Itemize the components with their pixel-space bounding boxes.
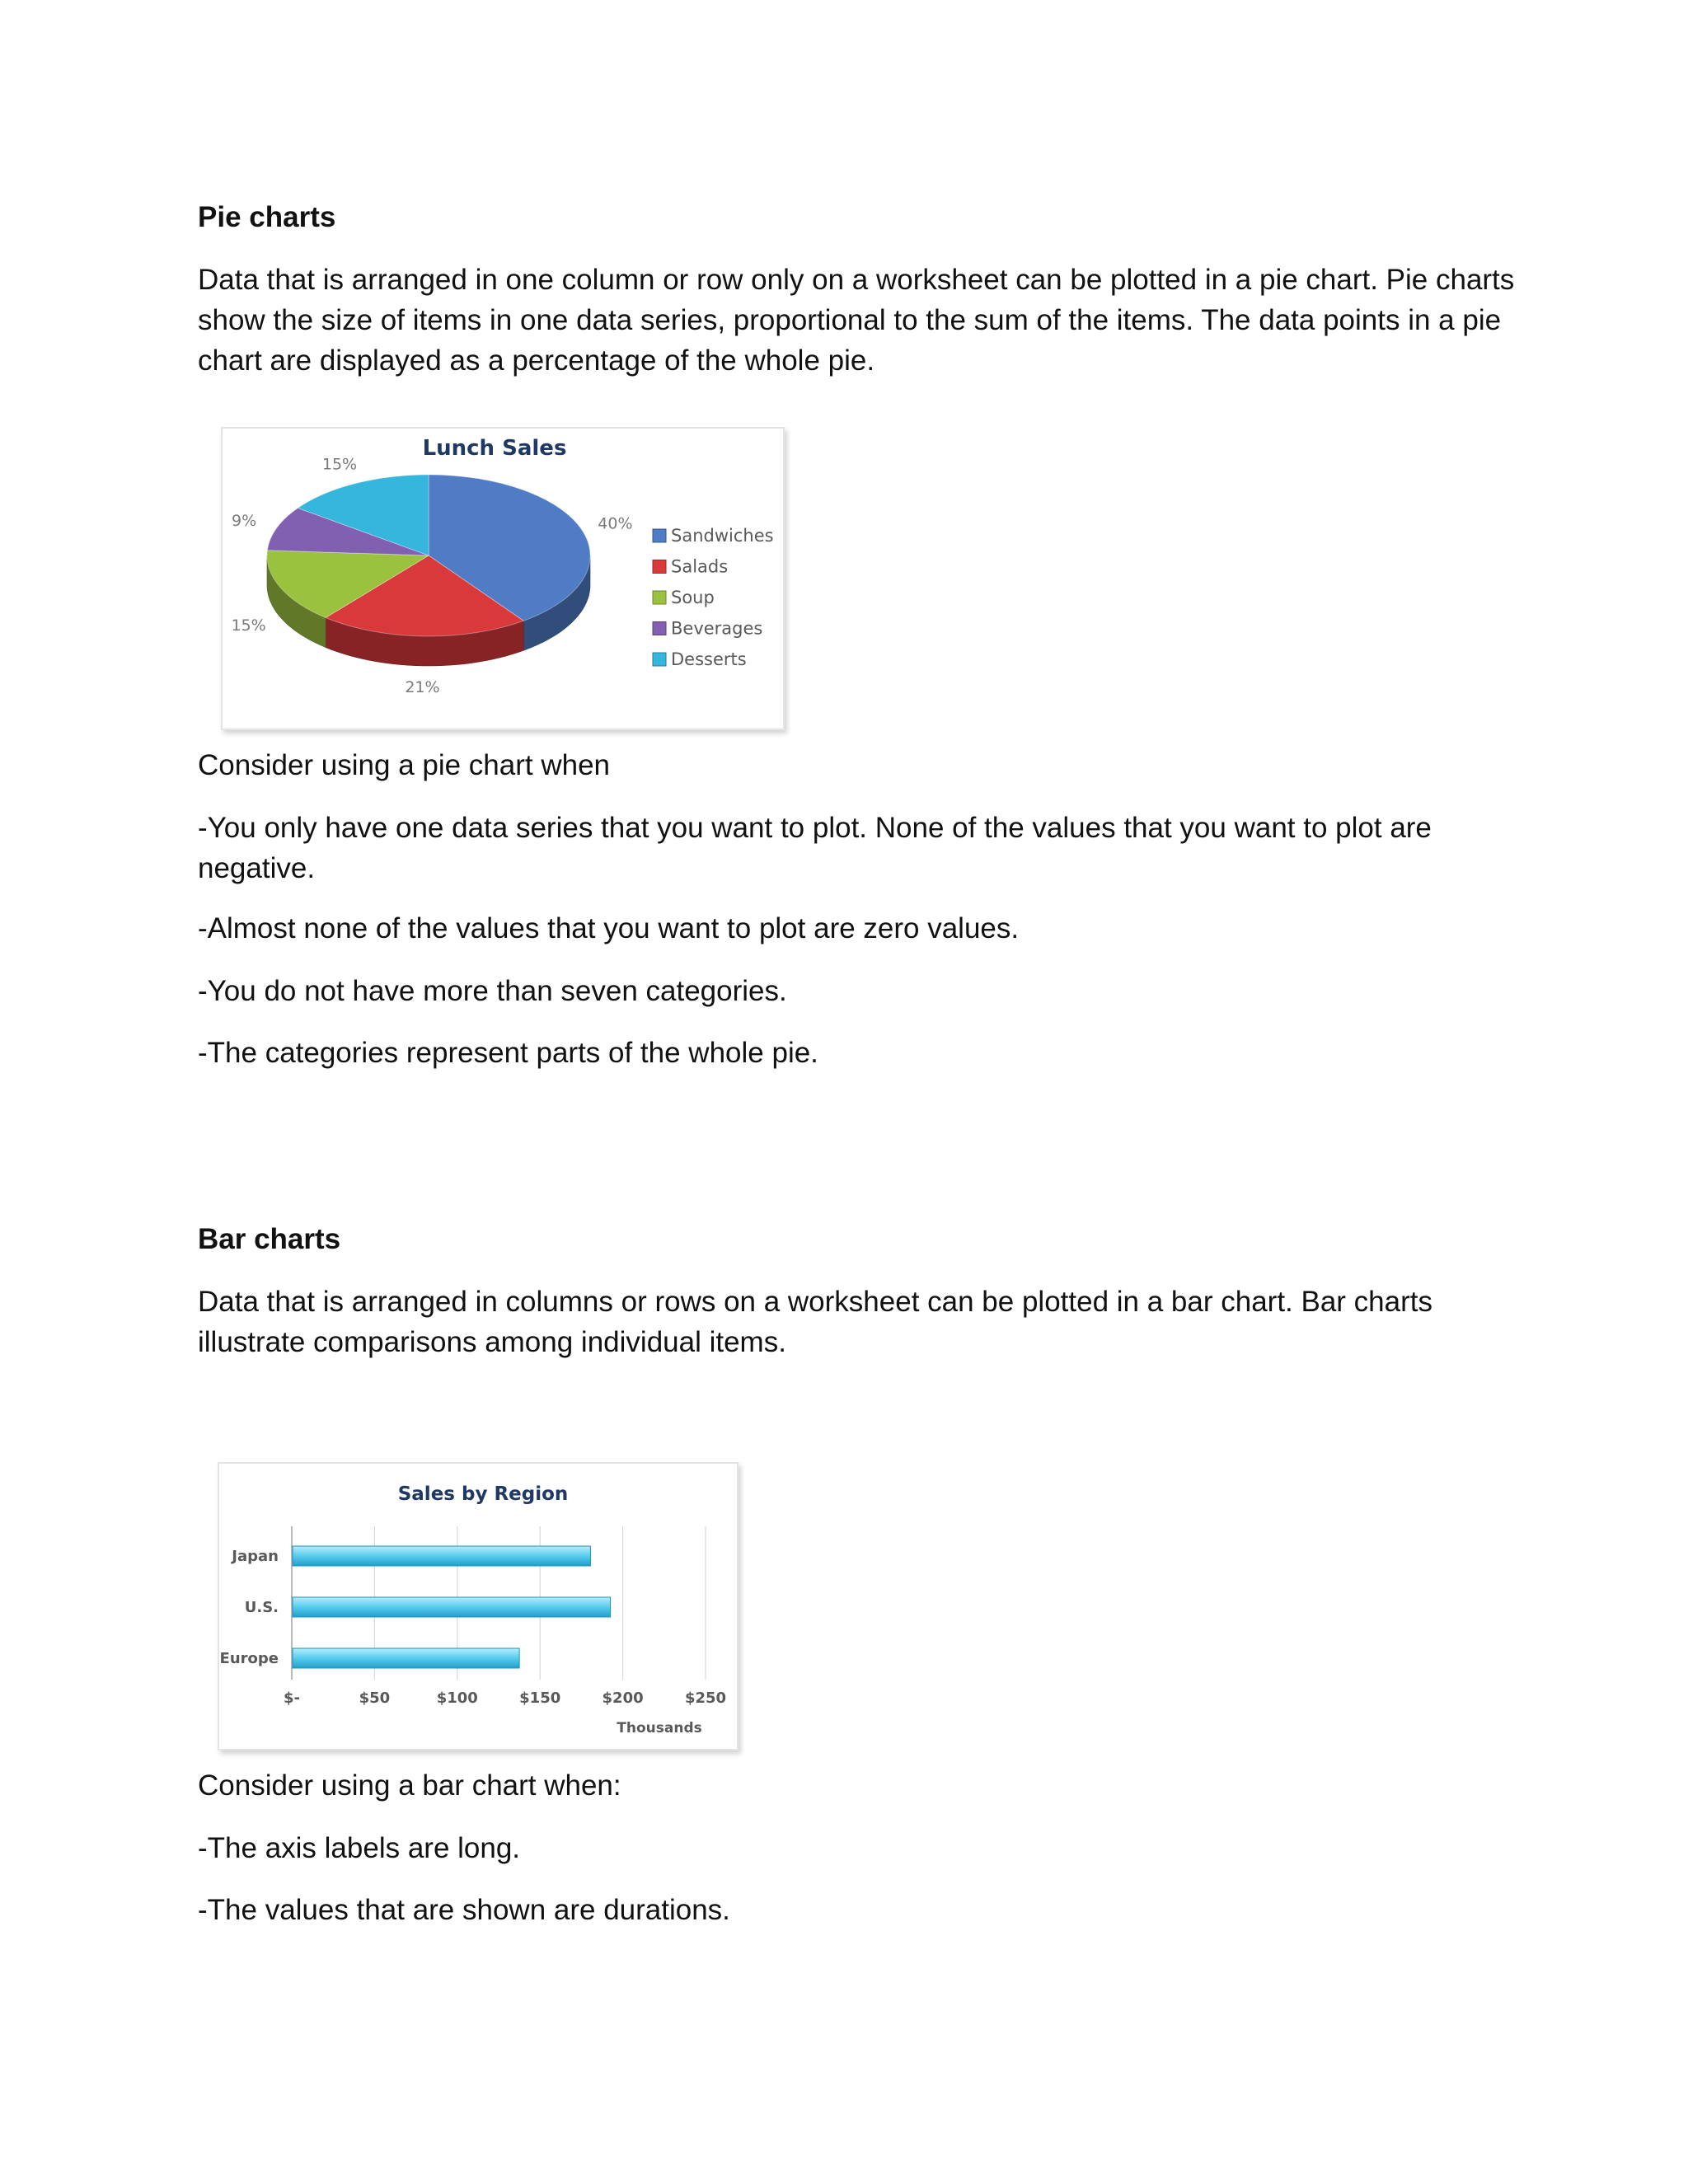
bar-chart-canvas: [219, 1464, 737, 1749]
legend-swatch-sandwiches: [653, 529, 666, 542]
pie-legend: [653, 526, 774, 669]
pie-section-intro: Data that is arranged in one column or row only on a worksheet can be plotted in a pie chart. Pie charts show the size of items in one data series, proportional to the sum of the items. The data points in a pie chart are displayed as a percentage of the whole pie.: [198, 264, 1515, 377]
bar-chart: [218, 1462, 738, 1750]
legend-swatch-beverages: [653, 622, 666, 635]
pie-data-label: 15%: [321, 455, 358, 474]
bar-series: [293, 1546, 611, 1668]
y-category-label: U.S.: [244, 1599, 279, 1616]
bar-section-intro: Data that is arranged in columns or rows on a worksheet can be plotted in a bar chart. Bar charts illustrate comparisons among individual items.: [198, 1286, 1432, 1358]
pie-section-heading: Pie charts: [198, 201, 336, 233]
pie-data-label: 9%: [232, 512, 257, 530]
pie-chart: [221, 427, 785, 730]
pie-bullet-4: -The categories represent parts of the whole pie.: [198, 1037, 818, 1069]
x-tick-label: $-: [284, 1690, 300, 1707]
y-category-label: Europe: [219, 1650, 279, 1667]
bar-japan: [293, 1546, 590, 1566]
bar-bullet-1: -The axis labels are long.: [198, 1832, 521, 1864]
y-category-label: Japan: [232, 1548, 279, 1565]
legend-swatch-salads: [653, 560, 666, 574]
pie-bullet-1: -You only have one data series that you want to plot. None of the values that you want to plot are negative.: [198, 812, 1432, 884]
x-axis-unit-label: Thousands: [617, 1720, 702, 1736]
pie-chart-canvas: [223, 429, 783, 729]
pie-chart-title: Lunch Sales: [422, 436, 567, 461]
legend-label-beverages: Beverages: [671, 618, 763, 639]
pie-bullet-3: -You do not have more than seven categories.: [198, 975, 787, 1007]
x-tick-label: $150: [519, 1690, 561, 1707]
legend-label-sandwiches: Sandwiches: [671, 526, 774, 546]
legend-label-desserts: Desserts: [671, 649, 747, 669]
bar-bullet-2: -The values that are shown are durations.: [198, 1894, 730, 1926]
pie-slices: [267, 475, 590, 636]
pie-consider-text: Consider using a pie chart when: [198, 749, 611, 781]
bar-section-heading: Bar charts: [198, 1223, 341, 1255]
legend-swatch-soup: [653, 591, 666, 604]
legend-label-salads: Salads: [671, 556, 729, 577]
pie-data-label: 15%: [231, 616, 266, 635]
bar-chart-title: Sales by Region: [397, 1483, 569, 1505]
bar-u-s: [293, 1597, 611, 1617]
x-tick-label: $100: [436, 1690, 478, 1707]
x-tick-label: $250: [684, 1690, 727, 1707]
legend-swatch-desserts: [653, 653, 666, 666]
legend-label-soup: Soup: [671, 588, 715, 607]
bar-consider-text: Consider using a bar chart when:: [198, 1769, 621, 1802]
x-tick-label: $50: [359, 1690, 391, 1707]
pie-data-label: 21%: [405, 677, 440, 696]
x-tick-label: $200: [602, 1690, 644, 1707]
pie-bullet-2: -Almost none of the values that you want to plot are zero values.: [198, 912, 1020, 944]
bar-europe: [293, 1648, 519, 1668]
pie-data-label: 40%: [598, 514, 633, 533]
